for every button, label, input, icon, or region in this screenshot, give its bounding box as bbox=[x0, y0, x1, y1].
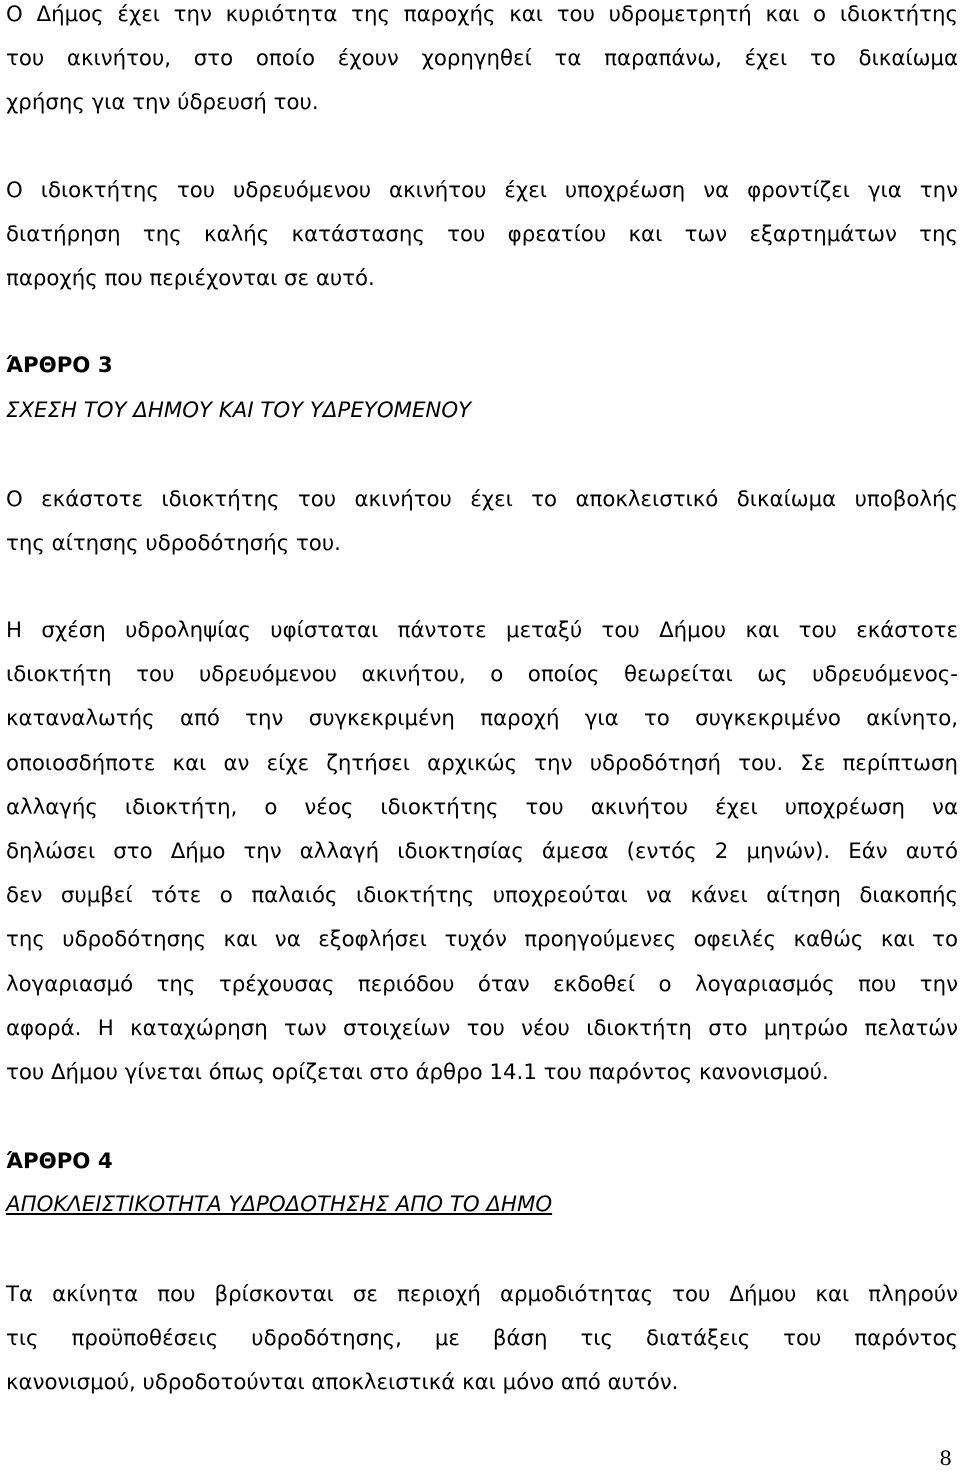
article-3-paragraph-2 bbox=[6, 609, 958, 1095]
paragraph-line: Ο εκάστοτε ιδιοκτήτης του ακινήτου έχει το αποκλειστικό δικαίωμα υποβολής bbox=[6, 487, 958, 512]
paragraph-line: δηλώσει στο Δήμο την αλλαγή ιδιοκτησίας άμεσα (εντός 2 μηνών). Εάν αυτό bbox=[6, 839, 958, 865]
paragraph-line: ιδιοκτήτη του υδρευόμενου ακινήτου, ο οποίος θεωρείται ως υδρευόμενος- bbox=[6, 662, 958, 688]
article-4-subtitle: ΑΠΟΚΛΕΙΣΤΙΚΟΤΗΤΑ ΥΔΡΟΔΟΤΗΣΗΣ ΑΠΟ ΤΟ ΔΗΜΟ bbox=[6, 1192, 553, 1217]
article-4-paragraph-1 bbox=[6, 1273, 958, 1406]
article-3-heading: ΆΡΘΡΟ 3 bbox=[6, 353, 113, 378]
paragraph-line: κανονισμού, υδροδοτούνται αποκλειστικά και μόνο από αυτόν. bbox=[6, 1370, 679, 1396]
paragraph-line: αλλαγής ιδιοκτήτη, ο νέος ιδιοκτήτης του ακινήτου έχει υποχρέωση να bbox=[6, 794, 958, 820]
owner-obligation-paragraph bbox=[6, 169, 958, 302]
paragraph-line: του Δήμου γίνεται όπως ορίζεται στο άρθρο 14.1 του παρόντος κανονισμού. bbox=[6, 1060, 829, 1086]
paragraph-line: του ακινήτου, στο οποίο έχουν χορηγηθεί τα παραπάνω, έχει το δικαίωμα bbox=[6, 46, 958, 72]
paragraph-line: Ο Δήμος έχει την κυριότητα της παροχής και του υδρομετρητή και ο ιδιοκτήτης bbox=[6, 2, 958, 27]
article-3-paragraph-1 bbox=[6, 478, 958, 566]
paragraph-line: χρήσης για την ύδρευσή του. bbox=[6, 90, 319, 116]
paragraph-line: λογαριασμό της τρέχουσας περιόδου όταν εκδοθεί ο λογαριασμός που την bbox=[6, 971, 958, 997]
paragraph-line: διατήρηση της καλής κατάστασης του φρεατίου και των εξαρτημάτων της bbox=[6, 222, 958, 248]
article-4-heading: ΆΡΘΡΟ 4 bbox=[6, 1149, 113, 1174]
paragraph-line: Τα ακίνητα που βρίσκονται σε περιοχή αρμοδιότητας του Δήμου και πληρούν bbox=[6, 1282, 958, 1307]
paragraph-line: παροχής που περιέχονται σε αυτό. bbox=[6, 266, 375, 292]
page-number: 8 bbox=[939, 1446, 952, 1470]
article-3-subtitle: ΣΧΕΣΗ ΤΟΥ ΔΗΜΟΥ ΚΑΙ ΤΟΥ ΥΔΡΕΥΟΜΕΝΟΥ bbox=[6, 398, 472, 423]
paragraph-line: καταναλωτής από την συγκεκριμένη παροχή για το συγκεκριμένο ακίνητο, bbox=[6, 706, 958, 732]
paragraph-line: της υδροδότησης και να εξοφλήσει τυχόν προηγούμενες οφειλές καθώς και το bbox=[6, 927, 958, 953]
paragraph-line: τις προϋποθέσεις υδροδότησης, με βάση τις διατάξεις του παρόντος bbox=[6, 1326, 958, 1352]
paragraph-line: αφορά. Η καταχώρηση των στοιχείων του νέου ιδιοκτήτη στο μητρώο πελατών bbox=[6, 1015, 958, 1041]
paragraph-line: της αίτησης υδροδότησής του. bbox=[6, 531, 341, 557]
paragraph-line: Ο ιδιοκτήτης του υδρευόμενου ακινήτου έχει υποχρέωση να φροντίζει για την bbox=[6, 178, 958, 203]
paragraph-line: δεν συμβεί τότε ο παλαιός ιδιοκτήτης υποχρεούται να κάνει αίτηση διακοπής bbox=[6, 883, 958, 909]
paragraph-line: Η σχέση υδροληψίας υφίσταται πάντοτε μεταξύ του Δήμου και του εκάστοτε bbox=[6, 618, 958, 643]
document-page bbox=[6, 0, 958, 1475]
intro-paragraph bbox=[6, 0, 958, 126]
paragraph-line: οποιοσδήποτε και αν είχε ζητήσει αρχικώς την υδροδότησή του. Σε περίπτωση bbox=[6, 750, 958, 776]
